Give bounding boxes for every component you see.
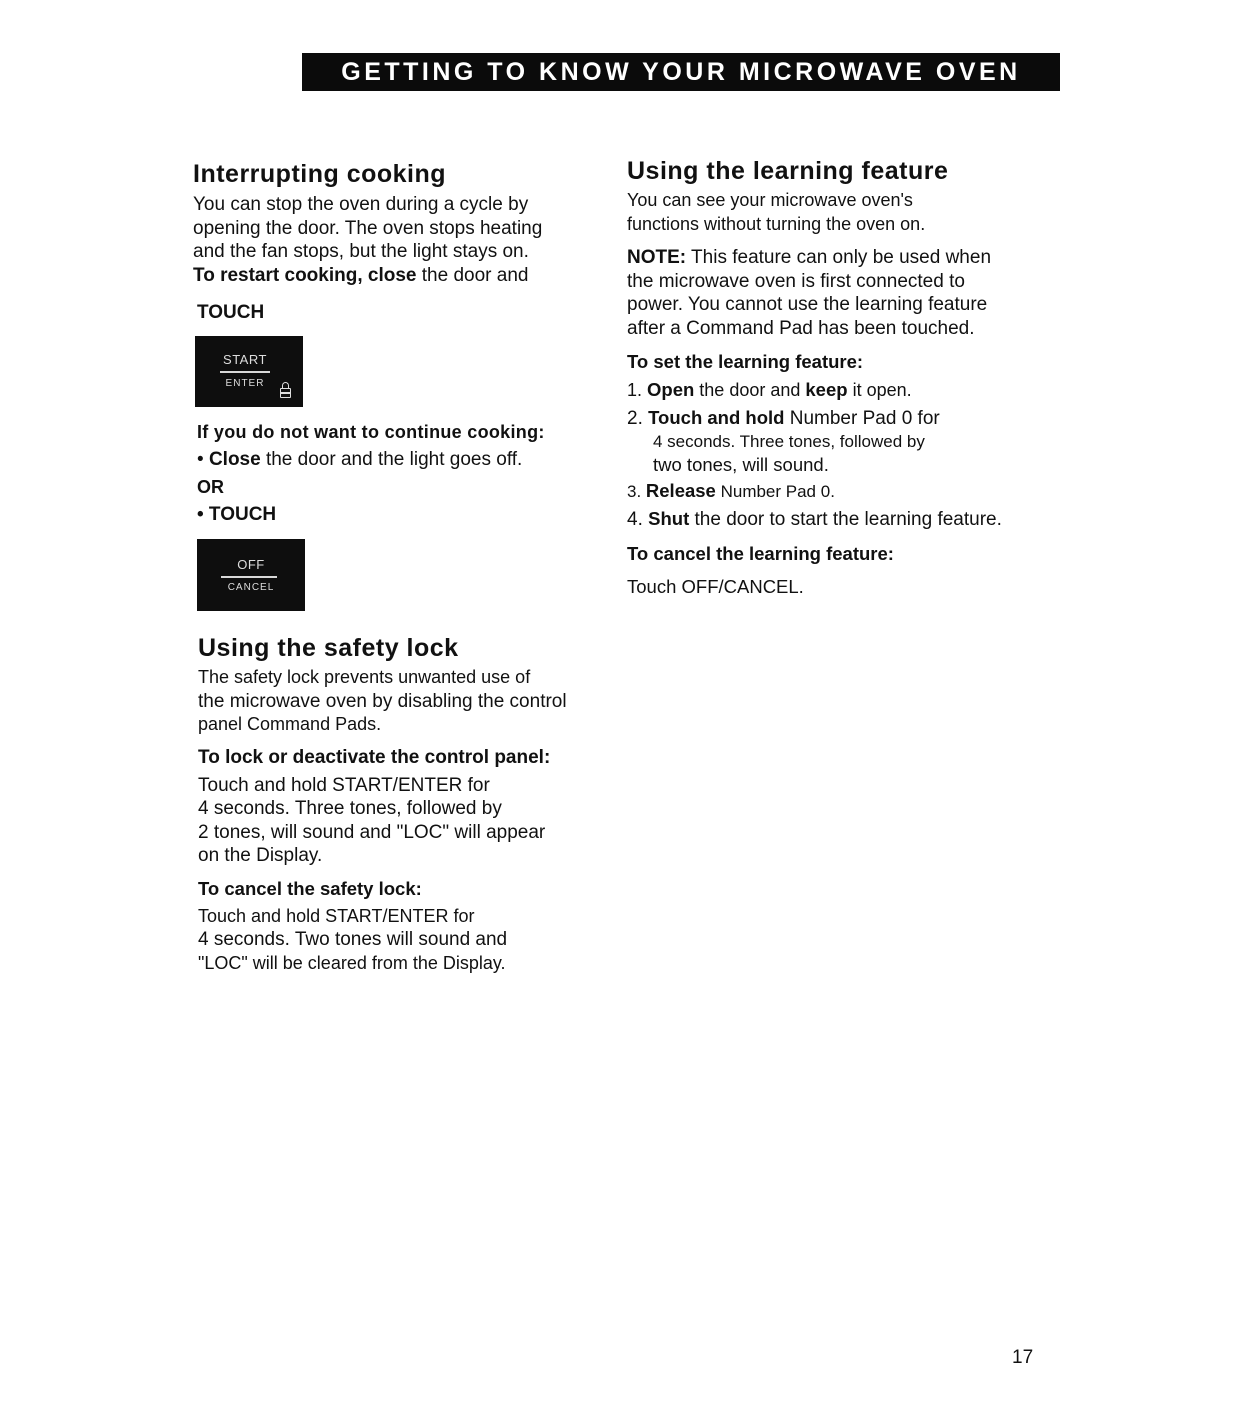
body-line: power. You cannot use the learning feature [627,294,988,315]
body-line: You can see your microwave oven's [627,190,913,210]
step-1 [627,378,1047,402]
restart-bold: To restart cooking, close [193,264,417,286]
close-bold: Close [208,449,261,470]
bullet: • [197,449,209,470]
or-label: OR [197,476,224,497]
body-line: on the Display. [198,845,323,866]
step-text: it open. [847,380,912,400]
body-line: Touch and hold START/ENTER for [198,774,490,796]
step-text: the door to start the learning feature. [689,509,1002,530]
restart-line [193,264,593,288]
note-first: This feature can only be used when [686,247,992,268]
body-line: after a Command Pad has been touched. [627,317,975,339]
note-label: NOTE: [627,247,687,268]
not-continue-heading: If you do not want to continue cooking: [197,422,545,442]
start-pad-top-label: START [223,352,267,367]
step-2 [627,406,1047,430]
pad-divider [221,576,277,578]
step-bold: Release [645,480,716,501]
lock-subheading: To lock or deactivate the control panel: [198,746,551,768]
step-num: 3. [627,482,646,501]
interrupting-heading: Interrupting cooking [193,160,447,188]
restart-rest: the door and [416,264,529,286]
body-line: and the fan stops, but the light stays on. [193,241,529,262]
step-2-cont: 4 seconds. Three tones, followed by [653,432,925,451]
body-line: Touch and hold START/ENTER for [198,905,475,926]
cancel-learning-subheading: To cancel the learning feature: [627,543,894,564]
step-2-cont: two tones, will sound. [653,454,829,475]
step-4 [627,507,1047,531]
safety-heading: Using the safety lock [198,634,459,662]
step-text: Number Pad 0 for [784,408,940,429]
body-line: 2 tones, will sound and "LOC" will appear [198,821,546,843]
body-line: panel Command Pads. [198,714,382,734]
section-banner: GETTING TO KNOW YOUR MICROWAVE OVEN [302,53,1060,91]
body-line: "LOC" will be cleared from the Display. [198,952,506,973]
start-enter-pad[interactable] [195,336,303,407]
step-bold: Shut [648,508,690,529]
close-rest: the door and the light goes off. [260,449,523,470]
note-line [627,246,1047,270]
step-text: the door and [694,380,806,400]
step-bold: Touch and hold [648,407,785,428]
off-pad-top-label: OFF [237,557,265,572]
step-3 [627,479,1047,503]
pad-divider [220,371,270,373]
off-cancel-pad[interactable] [197,539,305,611]
touch-label: TOUCH [197,302,265,323]
set-learning-subheading: To set the learning feature: [627,351,864,372]
body-line: the microwave oven is first connected to [627,270,965,292]
body-line: You can stop the oven during a cycle by [193,194,529,215]
body-line: The safety lock prevents unwanted use of [198,667,531,687]
body-line: the microwave oven by disabling the control [198,690,567,712]
step-num: 2. [627,408,649,429]
body-line: opening the door. The oven stops heating [193,217,543,239]
start-pad-bottom-label: ENTER [225,378,265,389]
body-line: 4 seconds. Two tones will sound and [198,929,508,950]
step-bold: Open [647,379,695,400]
cancel-learning-text: Touch OFF/CANCEL. [627,576,804,597]
touch-bullet: • TOUCH [197,503,277,525]
cancel-lock-subheading: To cancel the safety lock: [198,877,422,899]
off-pad-bottom-label: CANCEL [227,582,275,593]
body-line: functions without turning the oven on. [627,213,926,234]
learning-heading: Using the learning feature [627,157,949,185]
safety-section [198,634,618,975]
interrupting-section [193,160,593,287]
step-num: 4. [627,509,649,530]
step-bold: keep [805,379,848,400]
body-line: 4 seconds. Three tones, followed by [198,798,502,819]
close-bullet [197,448,597,472]
page-number: 17 [1012,1347,1034,1368]
lock-icon [280,388,291,398]
step-num: 1. [627,380,648,400]
learning-section [627,157,1047,599]
not-continue-block [197,422,597,526]
step-text: Number Pad 0. [715,482,835,501]
